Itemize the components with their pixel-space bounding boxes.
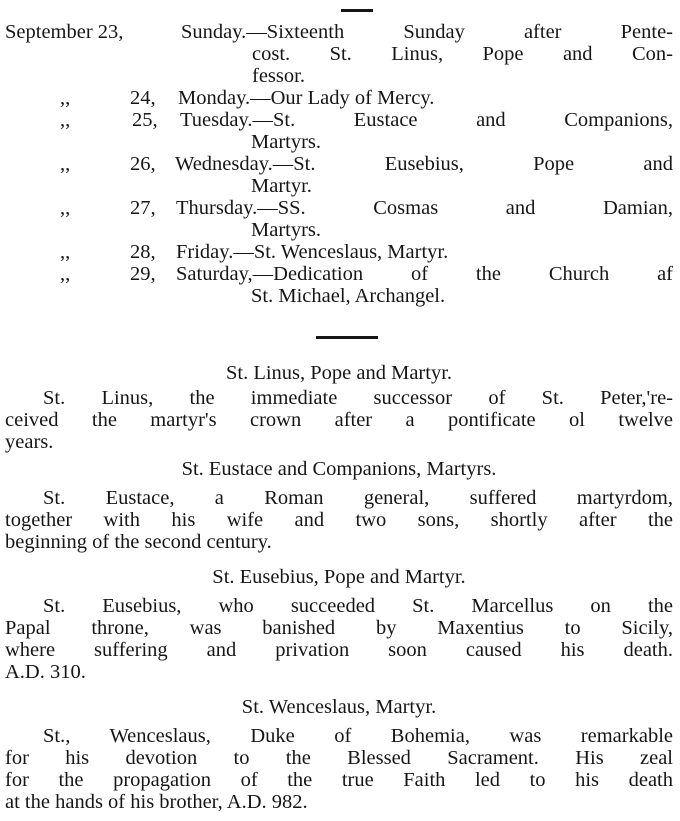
paragraph-line: A.D. 310.: [5, 661, 86, 683]
saint-paragraph: [5, 387, 673, 453]
paragraph-line: where suffering and privation soon caused his death.: [5, 639, 673, 661]
calendar-day: 26,: [130, 153, 156, 175]
calendar-entry-29: [0, 263, 680, 307]
ditto-mark: ,,: [60, 87, 71, 109]
ditto-mark: ,,: [60, 109, 71, 131]
calendar-list: [0, 21, 680, 307]
saint-paragraph: [5, 487, 673, 553]
saint-heading: St. Eustace and Companions, Martyrs.: [181, 458, 497, 480]
calendar-day: 27,: [130, 197, 156, 219]
section-divider-rule: [316, 336, 378, 339]
paragraph-line: Papal throne, was banished by Maxentius to Sicily,: [5, 617, 673, 639]
paragraph-line: St. Linus, the immediate successor of St. Peter,'re-: [43, 387, 673, 409]
paragraph-line: St., Wenceslaus, Duke of Bohemia, was remarkable: [43, 725, 673, 747]
calendar-day: 28,: [130, 241, 156, 263]
entry-line: Monday.—Our Lady of Mercy.: [178, 87, 435, 109]
calendar-day: 25,: [132, 109, 158, 131]
entry-line: Wednesday.—St. Eusebius, Pope and: [175, 153, 673, 175]
calendar-date: September 23,: [5, 21, 124, 43]
paragraph-line: together with his wife and two sons, shortly after the: [5, 509, 673, 531]
top-divider-rule: [341, 9, 373, 12]
saint-paragraph: [5, 725, 673, 813]
saint-notice-wenceslaus: [5, 696, 673, 813]
ditto-mark: ,,: [60, 197, 71, 219]
paragraph-line: at the hands of his brother, A.D. 982.: [5, 791, 308, 813]
paragraph-line: for the propagation of the true Faith led to his death: [5, 769, 673, 791]
ditto-mark: ,,: [60, 241, 71, 263]
saint-notice-eusebius: [5, 566, 673, 683]
calendar-entry-26: [0, 153, 680, 197]
saint-heading: St. Linus, Pope and Martyr.: [225, 362, 453, 384]
entry-line: Saturday,—Dedication of the Church af: [176, 263, 673, 285]
entry-line: Friday.—St. Wenceslaus, Martyr.: [176, 241, 449, 263]
ditto-mark: ,,: [60, 153, 71, 175]
calendar-entry-sep-23: [0, 21, 680, 87]
paragraph-line: years.: [5, 431, 54, 453]
entry-line: Martyrs.: [251, 219, 322, 241]
ditto-mark: ,,: [60, 263, 71, 285]
entry-line: St. Michael, Archangel.: [251, 285, 446, 307]
paragraph-line: beginning of the second century.: [5, 531, 272, 553]
calendar-entry-27: [0, 197, 680, 241]
entry-line: Tuesday.—St. Eustace and Companions,: [180, 109, 673, 131]
paragraph-line: ceived the martyr's crown after a pontificate ol twelve: [5, 409, 673, 431]
entry-line: cost. St. Linus, Pope and Con-: [252, 43, 673, 65]
entry-line: Thursday.—SS. Cosmas and Damian,: [176, 197, 673, 219]
entry-line: Sunday.—Sixteenth Sunday after Pente-: [181, 21, 673, 43]
calendar-day: 29,: [130, 263, 156, 285]
saint-heading: St. Wenceslaus, Martyr.: [241, 696, 437, 718]
entry-line: fessor.: [252, 65, 305, 87]
calendar-entry-28: [0, 241, 680, 263]
entry-line: Martyrs.: [251, 131, 322, 153]
saint-notice-linus: [5, 362, 673, 453]
saint-heading: St. Eusebius, Pope and Martyr.: [212, 566, 466, 588]
paragraph-line: for his devotion to the Blessed Sacrament. His zeal: [5, 747, 673, 769]
paragraph-line: St. Eusebius, who succeeded St. Marcellus on the: [43, 595, 673, 617]
calendar-entry-25: [0, 109, 680, 153]
paragraph-line: St. Eustace, a Roman general, suffered martyrdom,: [43, 487, 673, 509]
saint-paragraph: [5, 595, 673, 683]
saint-notice-eustace: [5, 458, 673, 553]
calendar-day: 24,: [130, 87, 156, 109]
entry-line: Martyr.: [251, 175, 312, 197]
calendar-entry-24: [0, 87, 680, 109]
